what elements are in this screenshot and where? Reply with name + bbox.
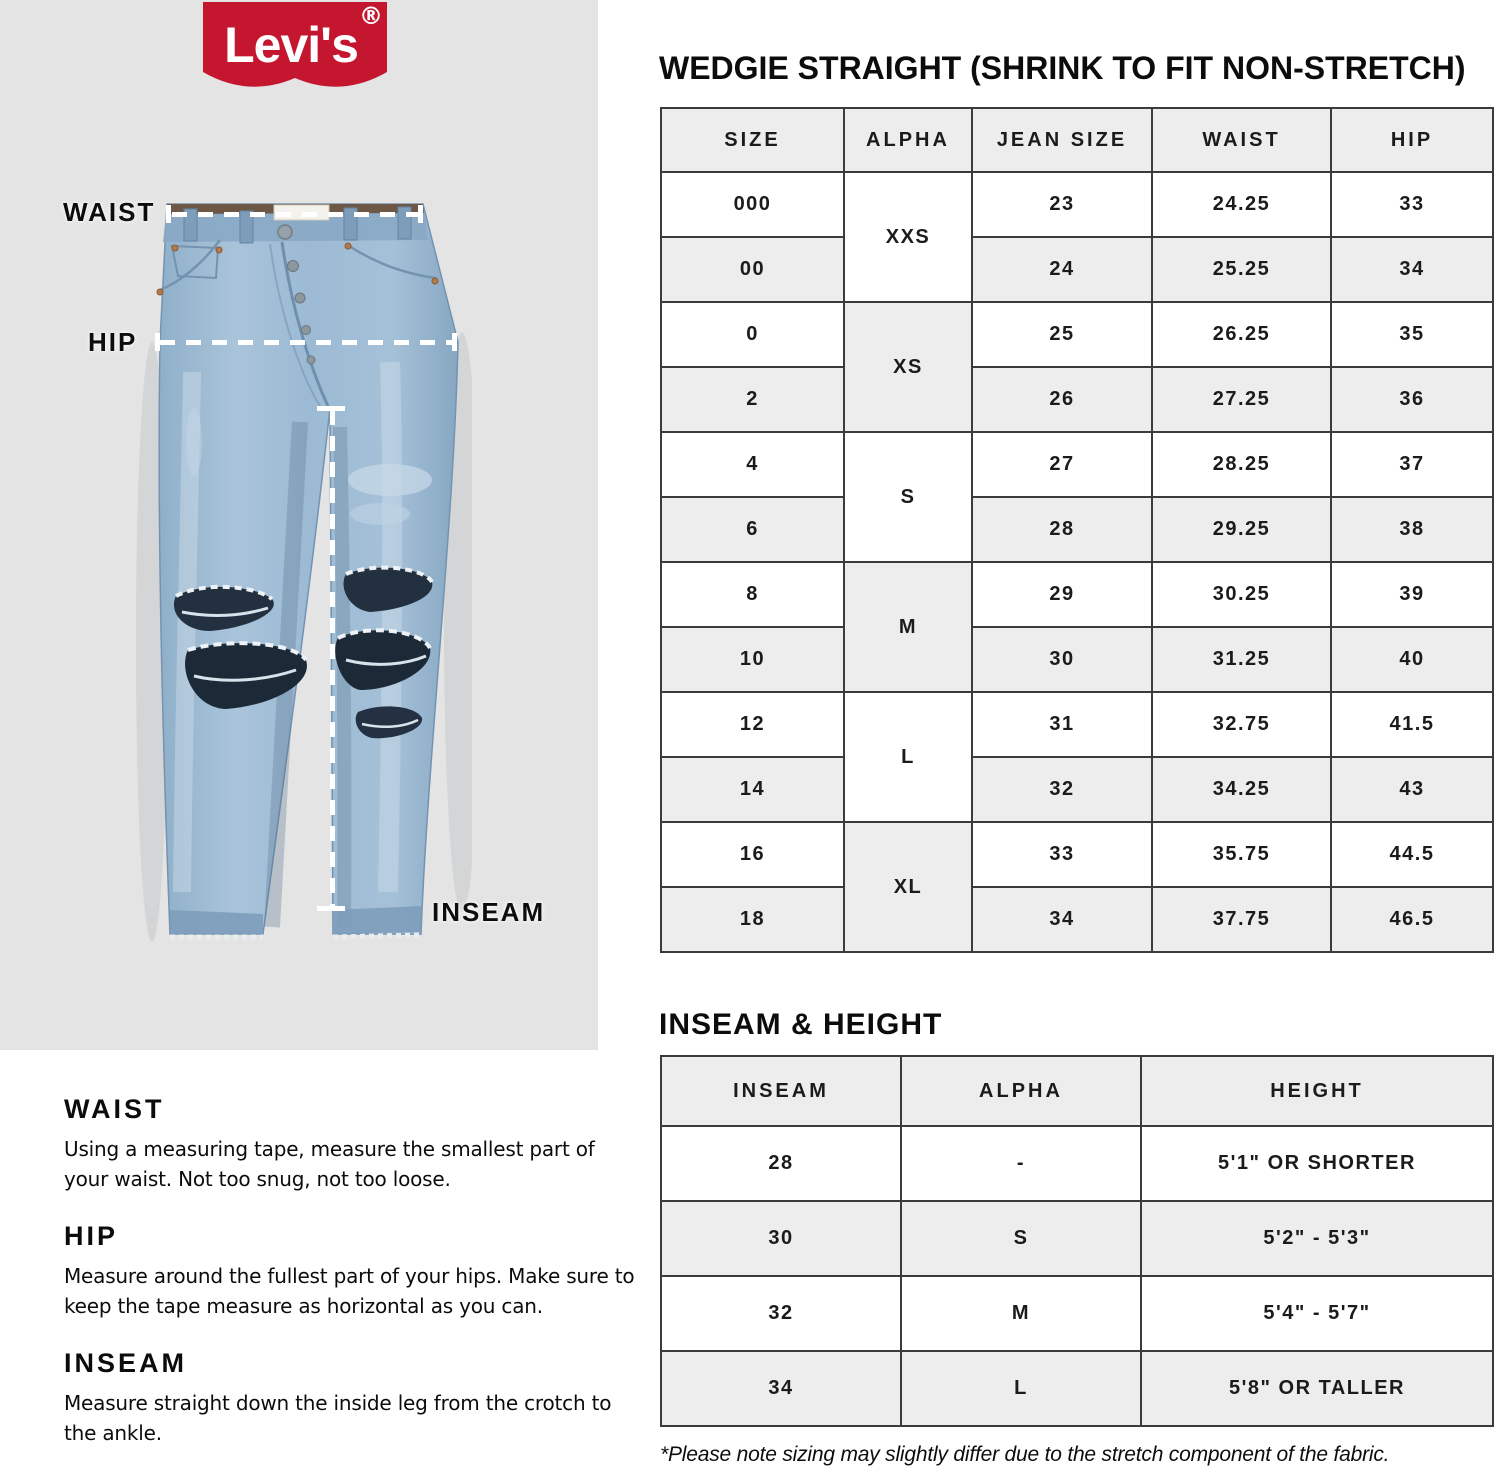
photo-panel: [0, 0, 598, 1050]
jeans-waistband: [163, 204, 428, 243]
table-row: [661, 562, 1493, 627]
height-cell: 5'8" OR TALLER: [1141, 1351, 1493, 1426]
alpha-cell: S: [901, 1201, 1141, 1276]
waist-cell: 31.25: [1152, 627, 1331, 692]
jean-size-cell: 28: [972, 497, 1152, 562]
waist-measure-line: [172, 212, 418, 217]
waist-cell: 34.25: [1152, 757, 1331, 822]
registered-trademark-icon: ®: [359, 2, 383, 30]
jean-size-cell: 25: [972, 302, 1152, 367]
inseam-diagram-label: INSEAM: [432, 897, 546, 927]
size-cell: 14: [661, 757, 844, 822]
jean-size-cell: 29: [972, 562, 1152, 627]
size-table-header-row: [661, 108, 1493, 172]
jean-size-cell: 31: [972, 692, 1152, 757]
jeans-photo: [132, 192, 472, 962]
alpha-cell: M: [844, 562, 972, 692]
waist-guide-title: WAIST: [64, 1094, 165, 1124]
hip-cell: 40: [1331, 627, 1493, 692]
page-title: WEDGIE STRAIGHT (SHRINK TO FIT NON-STRETCH): [659, 50, 1466, 86]
hip-cell: 39: [1331, 562, 1493, 627]
waist-line-left-tick: [166, 205, 171, 223]
col-header-jean-size: JEAN SIZE: [972, 108, 1152, 172]
jean-size-cell: 34: [972, 887, 1152, 952]
alpha-cell: L: [844, 692, 972, 822]
inseam-guide-body: Measure straight down the inside leg from the crotch to the ankle.: [64, 1391, 612, 1445]
inseam-measure-line: [330, 410, 335, 908]
waist-cell: 35.75: [1152, 822, 1331, 887]
waist-cell: 30.25: [1152, 562, 1331, 627]
waist-cell: 32.75: [1152, 692, 1331, 757]
height-cell: 5'2" - 5'3": [1141, 1201, 1493, 1276]
table-row: [661, 757, 1493, 822]
jean-size-cell: 23: [972, 172, 1152, 237]
alpha-cell: -: [901, 1126, 1141, 1201]
alpha-cell: L: [901, 1351, 1141, 1426]
table-row: [661, 1276, 1493, 1351]
hip-guide-body: Measure around the fullest part of your hips. Make sure to keep the tape measure as horizontal as you can.: [64, 1264, 635, 1318]
col-header-inseam: INSEAM: [661, 1056, 901, 1126]
hip-measure-line: [160, 340, 452, 345]
col-header-size: SIZE: [661, 108, 844, 172]
alpha-cell: XS: [844, 302, 972, 432]
inseam-height-table: [660, 1055, 1494, 1427]
hip-cell: 35: [1331, 302, 1493, 367]
table-row: [661, 367, 1493, 432]
hip-cell: 43: [1331, 757, 1493, 822]
alpha-cell: M: [901, 1276, 1141, 1351]
alpha-cell: XL: [844, 822, 972, 952]
hip-cell: 33: [1331, 172, 1493, 237]
col-header-alpha: ALPHA: [844, 108, 972, 172]
waist-line-right-tick: [418, 205, 423, 223]
footnote: *Please note sizing may slightly differ due to the stretch component of the fabric.: [660, 1443, 1390, 1466]
jean-size-cell: 32: [972, 757, 1152, 822]
hip-cell: 46.5: [1331, 887, 1493, 952]
jean-size-cell: 26: [972, 367, 1152, 432]
size-cell: 6: [661, 497, 844, 562]
table-row: [661, 237, 1493, 302]
alpha-cell: S: [844, 432, 972, 562]
waist-cell: 29.25: [1152, 497, 1331, 562]
alpha-cell: XXS: [844, 172, 972, 302]
height-cell: 5'4" - 5'7": [1141, 1276, 1493, 1351]
waist-cell: 27.25: [1152, 367, 1331, 432]
col-header-hip: HIP: [1331, 108, 1493, 172]
col-header-alpha: ALPHA: [901, 1056, 1141, 1126]
table-row: [661, 1126, 1493, 1201]
waist-cell: 37.75: [1152, 887, 1331, 952]
jean-size-cell: 33: [972, 822, 1152, 887]
size-cell: 0: [661, 302, 844, 367]
hip-cell: 41.5: [1331, 692, 1493, 757]
size-table: [660, 107, 1494, 953]
table-row: [661, 1201, 1493, 1276]
size-cell: 000: [661, 172, 844, 237]
jean-size-cell: 30: [972, 627, 1152, 692]
height-cell: 5'1" OR SHORTER: [1141, 1126, 1493, 1201]
table-row: [661, 627, 1493, 692]
waist-guide-body: Using a measuring tape, measure the smallest part of your waist. Not too snug, not too loose.: [64, 1137, 595, 1191]
table-row: [661, 822, 1493, 887]
size-cell: 12: [661, 692, 844, 757]
hip-line-right-tick: [452, 333, 457, 351]
inseam-cell: 28: [661, 1126, 901, 1201]
levis-wordmark: Levi's: [224, 17, 358, 73]
table-row: [661, 432, 1493, 497]
inseam-line-top-tick: [317, 406, 345, 411]
hip-line-left-tick: [155, 333, 160, 351]
size-cell: 00: [661, 237, 844, 302]
hip-cell: 34: [1331, 237, 1493, 302]
waist-diagram-label: WAIST: [63, 197, 156, 227]
inseam-cell: 34: [661, 1351, 901, 1426]
jean-size-cell: 27: [972, 432, 1152, 497]
hip-diagram-label: HIP: [88, 327, 138, 357]
size-cell: 8: [661, 562, 844, 627]
inseam-guide-title: INSEAM: [64, 1348, 188, 1378]
hip-cell: 38: [1331, 497, 1493, 562]
col-header-waist: WAIST: [1152, 108, 1331, 172]
hip-cell: 44.5: [1331, 822, 1493, 887]
waist-cell: 28.25: [1152, 432, 1331, 497]
table-row: [661, 692, 1493, 757]
inseam-line-bottom-tick: [317, 906, 345, 911]
size-cell: 18: [661, 887, 844, 952]
size-cell: 10: [661, 627, 844, 692]
table-row: [661, 172, 1493, 237]
table-row: [661, 302, 1493, 367]
waist-cell: 25.25: [1152, 237, 1331, 302]
levis-logo: [203, 0, 387, 100]
hip-cell: 37: [1331, 432, 1493, 497]
waist-cell: 26.25: [1152, 302, 1331, 367]
inseam-table-header-row: [661, 1056, 1493, 1126]
table-row: [661, 1351, 1493, 1426]
waist-cell: 24.25: [1152, 172, 1331, 237]
jeans-silhouette: [159, 204, 458, 934]
size-cell: 16: [661, 822, 844, 887]
col-header-height: HEIGHT: [1141, 1056, 1493, 1126]
hip-cell: 36: [1331, 367, 1493, 432]
inseam-cell: 30: [661, 1201, 901, 1276]
table-row: [661, 887, 1493, 952]
size-cell: 4: [661, 432, 844, 497]
jean-size-cell: 24: [972, 237, 1152, 302]
hip-guide-title: HIP: [64, 1221, 119, 1251]
table-row: [661, 497, 1493, 562]
inseam-cell: 32: [661, 1276, 901, 1351]
inseam-height-title: INSEAM & HEIGHT: [659, 1008, 943, 1041]
size-cell: 2: [661, 367, 844, 432]
measure-guide: [64, 1094, 639, 1475]
